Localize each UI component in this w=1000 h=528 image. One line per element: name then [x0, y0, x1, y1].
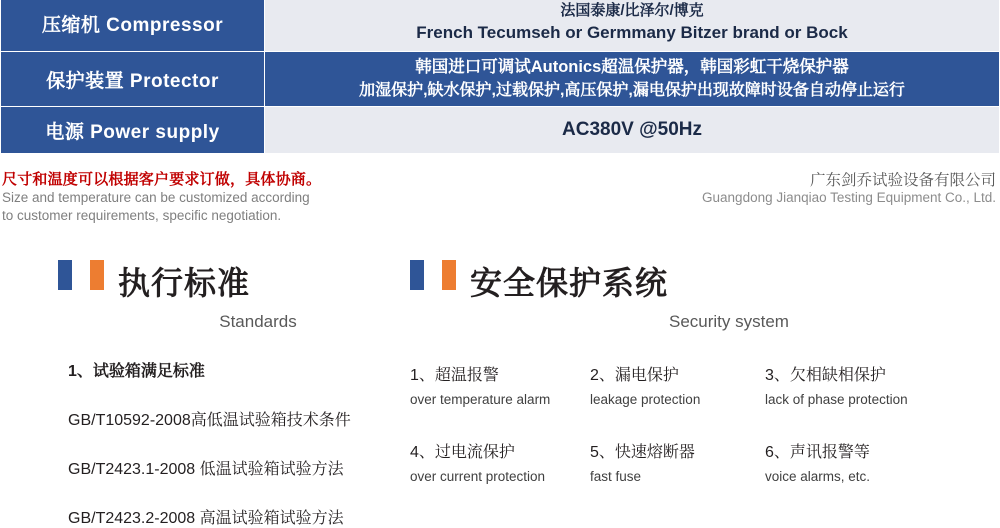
table-row — [1, 52, 1000, 107]
list-item: GB/T10592-2008高低温试验箱技术条件 — [68, 412, 351, 429]
list-item: 1、试验箱满足标准 — [68, 363, 205, 380]
security-item-cn: 6、声讯报警等 — [765, 444, 870, 461]
table-row — [1, 0, 1000, 52]
specifications-table — [0, 0, 1000, 154]
row-label-compressor: 压缩机 Compressor — [1, 0, 265, 52]
list-item — [590, 362, 765, 407]
company-name-cn: 广东剑乔试验设备有限公司 — [809, 172, 996, 189]
standards-title-cn: 执行标准 — [118, 265, 251, 301]
list-item — [765, 439, 975, 484]
compressor-value-cn: 法国泰康/比泽尔/博克 — [560, 2, 704, 20]
security-title-cn: 安全保护系统 — [470, 265, 669, 301]
security-item-cn: 5、快速熔断器 — [590, 444, 695, 461]
security-item-en: voice alarms, etc. — [765, 469, 871, 484]
standards-title-en: Standards — [219, 312, 297, 331]
protector-value-line2: 加湿保护,缺水保护,过载保护,高压保护,漏电保护出现故障时设备自动停止运行 — [359, 82, 905, 100]
security-item-cn: 2、漏电保护 — [590, 367, 679, 384]
list-item: GB/T2423.1-2008 低温试验箱试验方法 — [68, 461, 344, 478]
security-item-en: lack of phase protection — [765, 392, 908, 407]
compressor-value-en: French Tecumseh or Germmany Bitzer brand or Bock — [416, 22, 848, 42]
standards-heading — [58, 258, 418, 304]
security-item-en: leakage protection — [590, 392, 701, 407]
security-heading — [410, 258, 1000, 304]
row-value-power — [265, 107, 1000, 154]
table-row — [1, 107, 1000, 154]
list-item: GB/T2423.2-2008 高温试验箱试验方法 — [68, 510, 344, 527]
customization-note-en-line2: to customer requirements, specific negotiation. — [2, 208, 282, 224]
list-item — [765, 362, 975, 407]
customization-note-en-line1: Size and temperature can be customized according — [2, 190, 310, 205]
security-item-cn: 3、欠相缺相保护 — [765, 367, 886, 384]
security-section — [410, 258, 1000, 484]
flag-icon — [58, 260, 104, 290]
row-label-protector: 保护装置 Protector — [1, 52, 265, 107]
list-item — [410, 362, 590, 407]
list-item — [410, 439, 590, 484]
security-items-grid — [410, 362, 1000, 484]
security-item-en: fast fuse — [590, 469, 642, 484]
security-item-en: over current protection — [410, 469, 546, 484]
security-item-cn: 1、超温报警 — [410, 367, 499, 384]
row-value-protector — [265, 52, 1000, 107]
customization-note-cn: 尺寸和温度可以根据客户要求订做，具体协商。 — [2, 171, 322, 188]
row-value-compressor — [265, 0, 1000, 52]
security-item-cn: 4、过电流保护 — [410, 444, 515, 461]
customization-note-en — [2, 189, 422, 225]
company-name-en: Guangdong Jianqiao Testing Equipment Co., Ltd. — [702, 190, 996, 205]
row-label-power: 电源 Power supply — [1, 107, 265, 154]
security-item-en: over temperature alarm — [410, 392, 551, 407]
list-item — [590, 439, 765, 484]
standards-section — [58, 258, 418, 528]
flag-icon — [410, 260, 456, 290]
security-title-en: Security system — [669, 312, 789, 331]
power-value: AC380V @50Hz — [562, 119, 702, 140]
protector-value-line1: 韩国进口可调试Autonics超温保护器，韩国彩虹干烧保护器 — [415, 57, 849, 76]
